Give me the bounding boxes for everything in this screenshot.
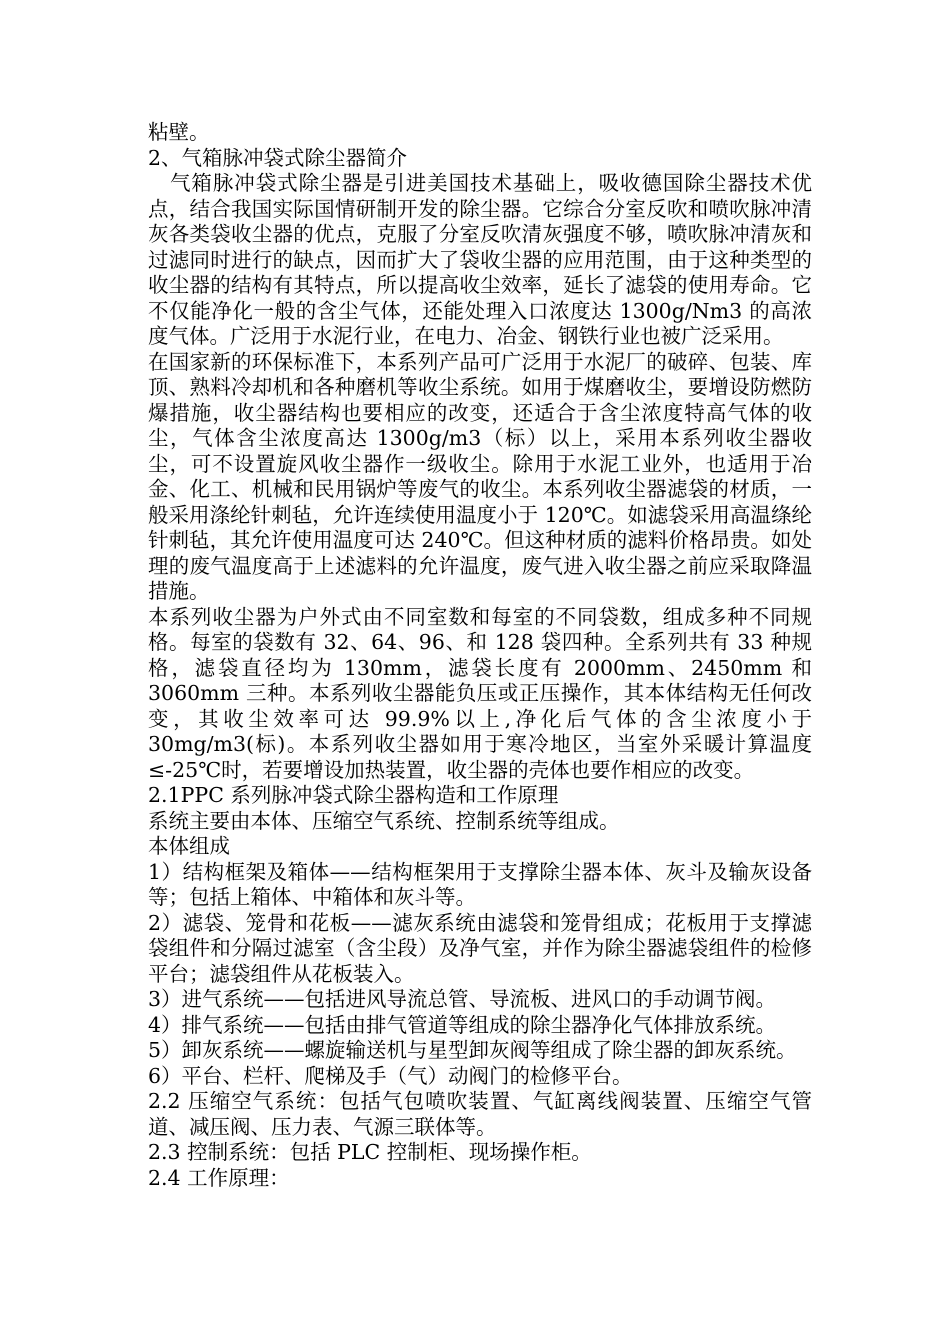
list-item-1: 1）结构框架及箱体——结构框架用于支撑除尘器本体、灰斗及输灰设备等；包括上箱体、中箱体和灰斗等。 bbox=[148, 859, 812, 909]
subheading-body-composition: 本体组成 bbox=[148, 834, 230, 858]
section-2-3: 2.3 控制系统：包括 PLC 控制柜、现场操作柜。 bbox=[148, 1140, 592, 1164]
section-2-4: 2.4 工作原理： bbox=[148, 1165, 290, 1190]
list-item-3: 3）进气系统——包括进风导流总管、导流板、进风口的手动调节阀。 bbox=[148, 987, 777, 1011]
paragraph-intro: 气箱脉冲袋式除尘器是引进美国技术基础上，吸收德国除尘器技术优点，结合我国实际国情研制开发的除尘器。它综合分室反吹和喷吹脉冲清灰各类袋收尘器的优点，克服了分室反吹清灰强度不够，喷吹脉冲清灰和过滤同时进行的缺点，因而扩大了袋收尘器的应用范围，由于这种类型的收尘器的结构有其特点，所以提高收尘效率，延长了滤袋的使用寿命。它不仅能净化一般的含尘气体，还能处理入口浓度达 1300g/Nm3 的高浓度气体。广泛用于水泥行业，在电力、冶金、钢铁行业也被广泛采用。 bbox=[148, 171, 812, 348]
section-heading-2-1: 2.1PPC 系列脉冲袋式除尘器构造和工作原理 bbox=[148, 783, 559, 807]
list-item-5: 5）卸灰系统——螺旋输送机与星型卸灰阀等组成了除尘器的卸灰系统。 bbox=[148, 1038, 797, 1062]
paragraph-continuation: 粘壁。 bbox=[148, 120, 210, 144]
document-page bbox=[148, 120, 812, 1191]
section-2-2: 2.2 压缩空气系统：包括气包喷吹装置、气缸离线阀装置、压缩空气管道、减压阀、压力表、气源三联体等。 bbox=[148, 1089, 812, 1139]
list-item-4: 4）排气系统——包括由排气管道等组成的除尘器净化气体排放系统。 bbox=[148, 1012, 777, 1037]
list-item-2: 2）滤袋、笼骨和花板——滤灰系统由滤袋和笼骨组成；花板用于支撑滤袋组件和分隔过滤室（含尘段）及净气室，并作为除尘器滤袋组件的检修平台；滤袋组件从花板装入。 bbox=[148, 910, 812, 986]
paragraph-applications: 在国家新的环保标准下，本系列产品可广泛用于水泥厂的破碎、包装、库顶、熟料冷却机和各种磨机等收尘系统。如用于煤磨收尘，要增设防燃防爆措施，收尘器结构也要相应的改变，还适合于含尘浓度特高气体的收尘，气体含尘浓度高达 1300g/m3（标）以上，采用本系列收尘器收尘，可不设置旋风收尘器作一级收尘。除用于水泥工业外，也适用于冶金、化工、机械和民用锅炉等废气的收尘。本系列收尘器滤袋的材质，一般采用涤纶针刺毡，允许连续使用温度小于 120℃。如滤袋采用高温绦纶针刺毡，其允许使用温度可达 240℃。但这种材质的滤料价格昂贵。如处理的废气温度高于上述滤料的允许温度，废气进入收尘器之前应采取降温措施。 bbox=[148, 349, 812, 603]
paragraph-system-composition: 系统主要由本体、压缩空气系统、控制系统等组成。 bbox=[148, 808, 620, 833]
paragraph-specifications: 本系列收尘器为户外式由不同室数和每室的不同袋数，组成多种不同规格。每室的袋数有 32、64、96、和 128 袋四种。全系列共有 33 种规格，滤袋直径均为 130mm，滤袋长度有 2000mm、2450mm 和 3060mm 三种。本系列收尘器能负压或正压操作，其本体结构无任何改变，其收尘效率可达 99.9%以上,净化后气体的含尘浓度小于 30mg/m3(标)。本系列收尘器如用于寒冷地区，当室外采暖计算温度≤-25℃时，若要增设加热装置，收尘器的壳体也要作相应的改变。 bbox=[148, 604, 812, 782]
section-heading-2: 2、气箱脉冲袋式除尘器简介 bbox=[148, 145, 408, 170]
list-item-6: 6）平台、栏杆、爬梯及手（气）动阀门的检修平台。 bbox=[148, 1063, 633, 1088]
